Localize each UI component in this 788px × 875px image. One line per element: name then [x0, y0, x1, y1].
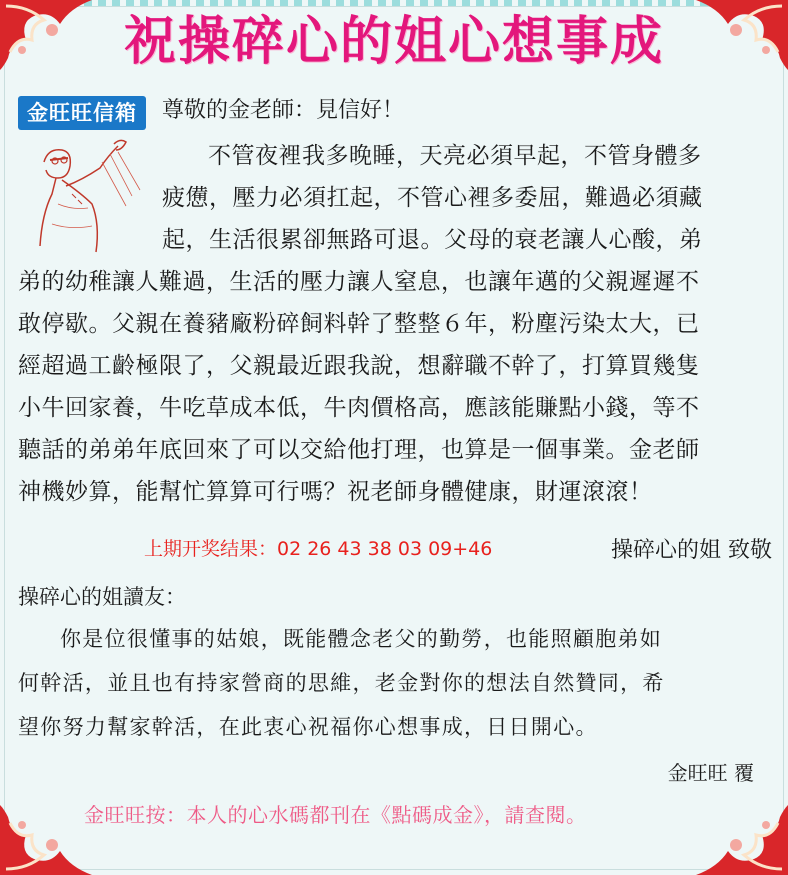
reply-line: 何幹活，並且也有持家營商的思維，老金對你的想法自然贊同，希	[18, 671, 665, 695]
reply-line: 望你努力幫家幹活，在此衷心祝福你心想事成，日日開心。	[18, 715, 598, 739]
corner-ornament-top-right	[696, 0, 788, 70]
corner-ornament-bottom-right	[696, 805, 788, 875]
letter-line: 小牛回家養，牛吃草成本低，牛肉價格高，應該能賺點小錢，等不	[18, 395, 700, 421]
letter-line: 神機妙算，能幫忙算算可行嗎？祝老師身體健康，財運滾滾！	[18, 479, 653, 505]
letter-line: 經超過工齡極限了，父親最近跟我說，想辭職不幹了，打算買幾隻	[18, 353, 700, 379]
columnist-illustration	[22, 134, 146, 258]
corner-ornament-top-left	[0, 0, 92, 70]
letter-line: 敢停歇。父親在養豬廠粉碎飼料幹了整整６年，粉塵污染太大，已	[18, 311, 700, 337]
letter-line: 不管夜裡我多晚睡，天亮必須早起，不管身體多	[208, 143, 702, 169]
corner-ornament-bottom-left	[0, 805, 92, 875]
column-badge: 金旺旺信箱	[18, 96, 146, 130]
footer-note: 金旺旺按：本人的心水碼都刊在《點碼成金》，請查閱。	[84, 803, 587, 827]
letter-line: 疲憊，壓力必須扛起，不管心裡多委屈，難過必須藏	[162, 185, 703, 211]
reply-salutation: 操碎心的姐讀友：	[18, 585, 186, 609]
letter-salutation: 尊敬的金老師：見信好！	[162, 98, 405, 123]
letter-line: 聽話的弟弟年底回來了可以交給他打理，也算是一個事業。金老師	[18, 437, 700, 463]
reply-line: 你是位很懂事的姑娘，既能體念老父的勤勞，也能照顧胞弟如	[60, 627, 663, 651]
reply-signature: 金旺旺 覆	[667, 761, 754, 785]
last-draw-results: 上期开奖结果：02 26 43 38 03 09+46	[144, 538, 493, 560]
page-title: 祝操碎心的姐心想事成	[123, 11, 664, 72]
letter-signoff: 操碎心的姐 致敬	[611, 538, 772, 563]
letter-line: 起，生活很累卻無路可退。父母的衰老讓人心酸，弟	[162, 227, 703, 253]
letter-line: 弟的幼稚讓人難過，生活的壓力讓人窒息，也讓年邁的父親遲遲不	[18, 269, 700, 295]
